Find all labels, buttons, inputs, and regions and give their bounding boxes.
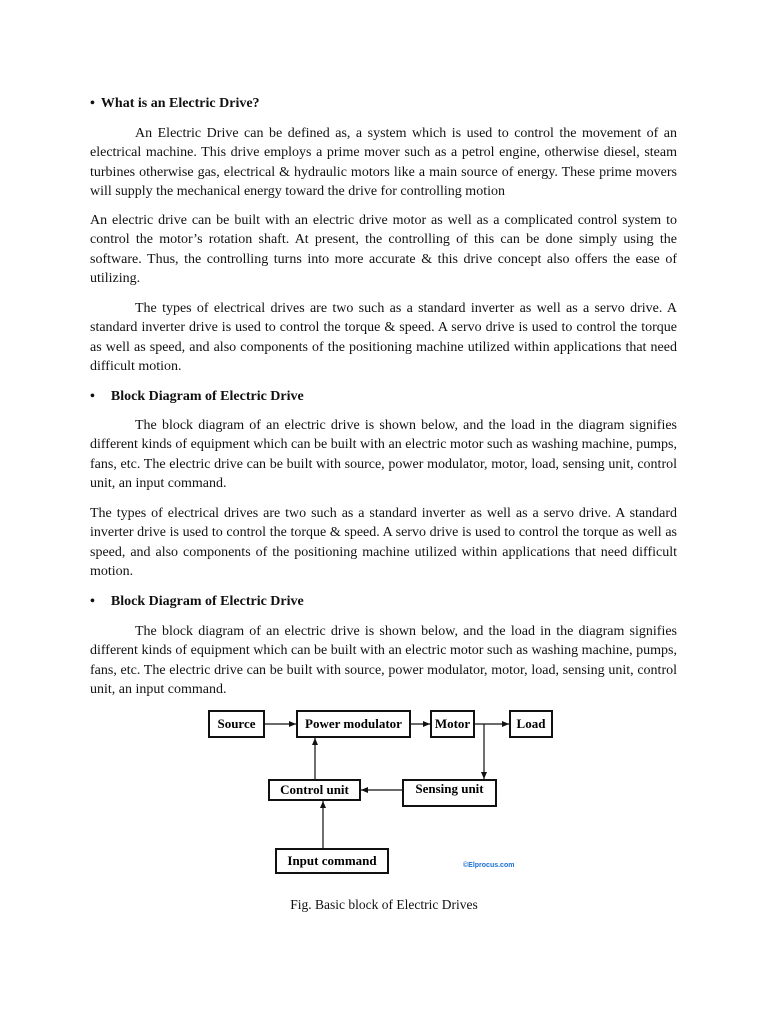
power-modulator-label: Power modulator (305, 716, 402, 731)
load-label: Load (516, 716, 546, 731)
paragraph-motor-control: An electric drive can be built with an electric drive motor as well as a complicated control system to control the motor’s rotation shaft. At present, the controlling of this can be done simply using the software. Thus, the controlling turns into more accurate & this drive concept also offers the ease of utilizing. (90, 213, 677, 286)
heading-what-is-electric-drive (90, 95, 260, 113)
heading-block-diagram-1 (90, 388, 304, 406)
paragraph-definition: An Electric Drive can be defined as, a system which is used to control the movement of an electrical machine. This drive employs a prime mover such as a petrol engine, otherwise diesel, steam turbines otherwise gas, electrical & hydraulic motors like a main source of energy. These prime movers will supply the mechanical energy toward the drive for controlling motion (90, 126, 677, 199)
motor-label: Motor (434, 716, 471, 731)
paragraph-drive-types-2: The types of electrical drives are two such as a standard inverter as well as a servo drive. A standard inverter drive is used to control the torque & speed. A servo drive is used to control the torque as well as speed, and also components of the positioning machine utilized within applications that need difficult motion. (90, 506, 677, 579)
diagram-credit: ©Elprocus.com (463, 862, 515, 869)
heading-block-diagram-2 (90, 593, 304, 611)
paragraph-block-diagram-2: The block diagram of an electric drive is shown below, and the load in the diagram signifies different kinds of equipment which can be built with an electric motor such as washing machine, pumps, fans, etc. The electric drive can be built with source, power modulator, motor, load, sensing unit, control unit, an input command. (90, 624, 677, 697)
input-command-label: Input command (287, 853, 377, 868)
block-diagram (205, 706, 555, 878)
paragraph-drive-types: The types of electrical drives are two such as a standard inverter as well as a servo drive. A standard inverter drive is used to control the torque & speed. A servo drive is used to control the torque as well as speed, and also components of the positioning machine utilized within applications that need difficult motion. (90, 301, 677, 374)
figure-caption: Fig. Basic block of Electric Drives (290, 897, 478, 912)
source-label: Source (217, 716, 256, 731)
paragraph-block-diagram-1: The block diagram of an electric drive is shown below, and the load in the diagram signifies different kinds of equipment which can be built with an electric motor such as washing machine, pumps, fans, etc. The electric drive can be built with source, power modulator, motor, load, sensing unit, control unit, an input command. (90, 418, 677, 491)
heading-text: What is an Electric Drive? (100, 96, 260, 111)
control-unit-label: Control unit (280, 782, 349, 797)
sensing-unit-label: Sensing unit (415, 781, 484, 796)
heading-text: Block Diagram of Electric Drive (110, 594, 304, 609)
heading-text: Block Diagram of Electric Drive (110, 389, 304, 404)
bullet: • (90, 96, 95, 111)
bullet: • (90, 594, 95, 609)
bullet: • (90, 389, 95, 404)
